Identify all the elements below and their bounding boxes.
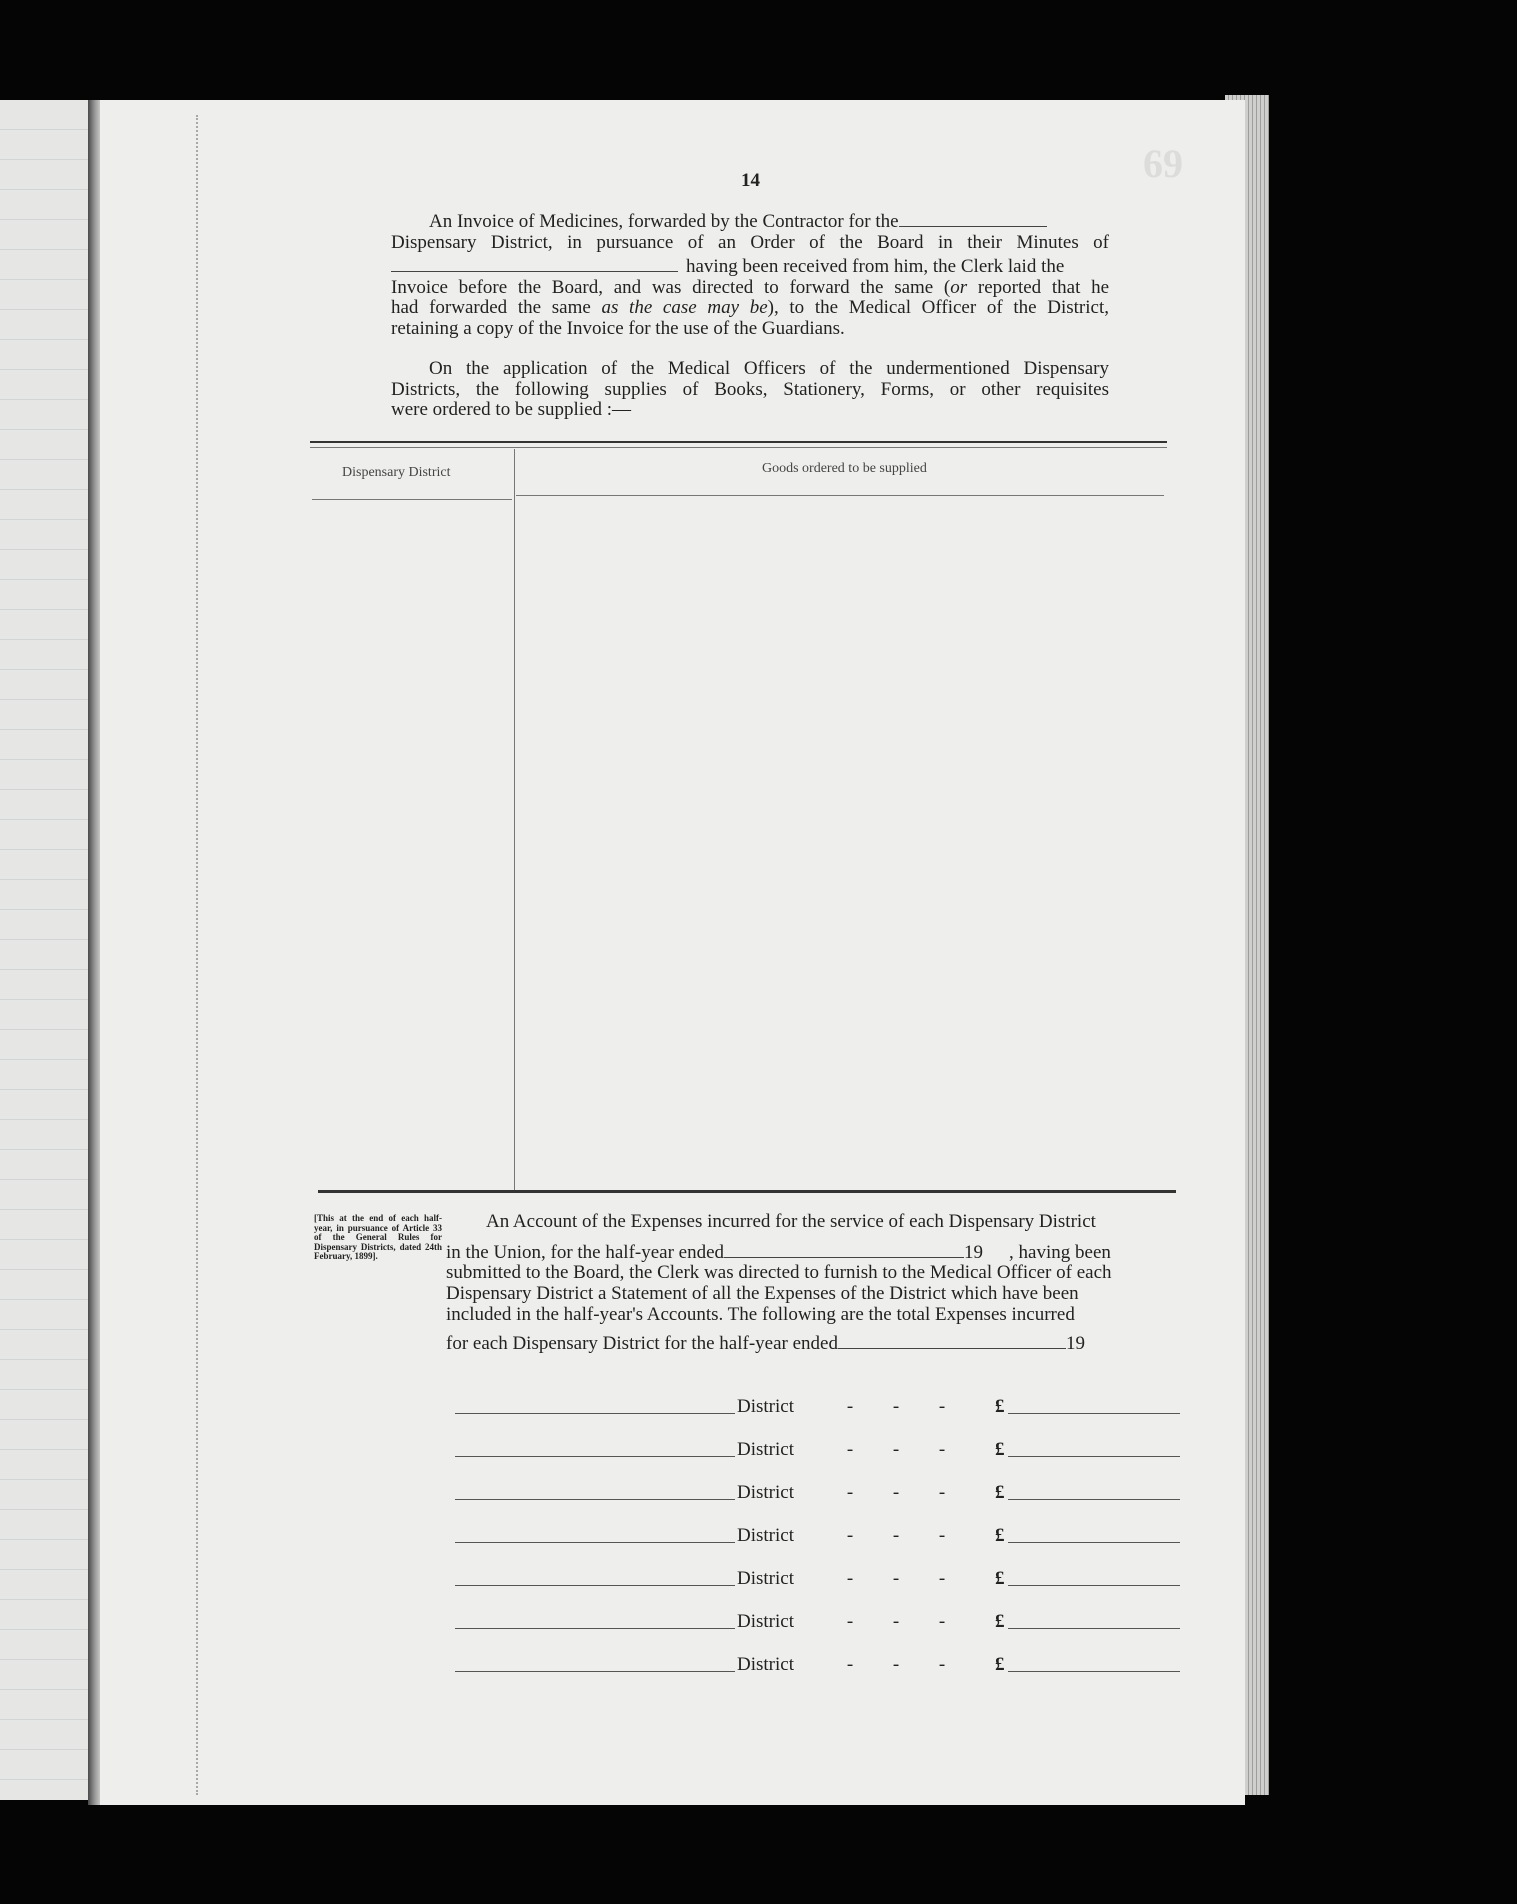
amount-blank xyxy=(1008,1628,1180,1629)
invoice-line-5: had forwarded the same as the case may be), to the Medical Officer of the District, xyxy=(391,297,1109,318)
account-line-2: in the Union, for the half-year ended 19 , having been xyxy=(446,1242,1111,1263)
district-name-blank xyxy=(455,1585,735,1586)
application-line-1: On the application of the Medical Officers of the undermentioned Dispensary xyxy=(429,358,1109,379)
district-label: District xyxy=(737,1396,794,1417)
contractor-blank xyxy=(899,212,1047,227)
table-bottom-rule xyxy=(318,1190,1176,1193)
district-label: District xyxy=(737,1525,794,1546)
column-header-district: Dispensary District xyxy=(342,465,451,480)
pound-sign: £ xyxy=(995,1396,1005,1417)
leader-dash: - xyxy=(846,1396,854,1417)
header-underline-right xyxy=(516,495,1164,496)
leader-dash: - xyxy=(892,1396,900,1417)
table-top-rule xyxy=(310,441,1167,443)
district-row xyxy=(455,1439,1180,1463)
leader-dash: - xyxy=(892,1439,900,1460)
margin-note: [This at the end of each half-year, in pursuance of Article 33 of the General Rules for Dispensary Districts, dated 24th February, 1899]. xyxy=(314,1213,442,1262)
amount-blank xyxy=(1008,1542,1180,1543)
leader-dash: - xyxy=(892,1568,900,1589)
leader-dash: - xyxy=(846,1568,854,1589)
district-row xyxy=(455,1482,1180,1506)
leader-dash: - xyxy=(938,1482,946,1503)
amount-blank xyxy=(1008,1671,1180,1672)
leader-dash: - xyxy=(938,1611,946,1632)
table-top-rule-2 xyxy=(310,447,1167,448)
district-name-blank xyxy=(455,1499,735,1500)
application-paragraph xyxy=(391,359,1109,421)
pound-sign: £ xyxy=(995,1611,1005,1632)
pound-sign: £ xyxy=(995,1654,1005,1675)
district-name-blank xyxy=(455,1628,735,1629)
district-label: District xyxy=(737,1611,794,1632)
half-year-blank xyxy=(724,1243,964,1258)
minutes-blank xyxy=(391,257,678,272)
table-column-divider xyxy=(514,449,515,1191)
district-name-blank xyxy=(455,1542,735,1543)
leader-dash: - xyxy=(938,1396,946,1417)
application-line-2: Districts, the following supplies of Books, Stationery, Forms, or other requisites xyxy=(391,378,1109,400)
leader-dash: - xyxy=(938,1525,946,1546)
district-row xyxy=(455,1525,1180,1549)
amount-blank xyxy=(1008,1499,1180,1500)
district-row xyxy=(455,1654,1180,1678)
invoice-line-3: having been received from him, the Clerk laid the xyxy=(391,257,1109,278)
district-name-blank xyxy=(455,1413,735,1414)
leader-dash: - xyxy=(846,1439,854,1460)
leader-dash: - xyxy=(846,1654,854,1675)
account-line-1: An Account of the Expenses incurred for the service of each Dispensary District xyxy=(486,1211,1096,1232)
application-line-3: were ordered to be supplied :— xyxy=(391,399,632,420)
pound-sign: £ xyxy=(995,1482,1005,1503)
account-line-3: submitted to the Board, the Clerk was directed to furnish to the Medical Officer of each xyxy=(446,1262,1112,1283)
district-label: District xyxy=(737,1654,794,1675)
half-year-ended-blank xyxy=(838,1334,1066,1349)
column-header-goods: Goods ordered to be supplied xyxy=(762,461,927,476)
district-label: District xyxy=(737,1568,794,1589)
document-page xyxy=(100,100,1245,1805)
header-underline-left xyxy=(312,499,512,500)
pound-sign: £ xyxy=(995,1525,1005,1546)
leader-dash: - xyxy=(938,1439,946,1460)
account-line-4: Dispensary District a Statement of all the Expenses of the District which have been xyxy=(446,1283,1079,1304)
invoice-line-1: An Invoice of Medicines, forwarded by the Contractor for the xyxy=(391,212,1109,233)
invoice-line-2: Dispensary District, in pursuance of an Order of the Board in their Minutes of xyxy=(391,231,1109,253)
leader-dash: - xyxy=(846,1611,854,1632)
leader-dash: - xyxy=(892,1611,900,1632)
invoice-line-6: retaining a copy of the Invoice for the use of the Guardians. xyxy=(391,317,845,339)
leader-dash: - xyxy=(846,1525,854,1546)
page-number: 14 xyxy=(741,170,760,191)
district-label: District xyxy=(737,1439,794,1460)
pound-sign: £ xyxy=(995,1568,1005,1589)
invoice-paragraph xyxy=(391,212,1109,339)
leader-dash: - xyxy=(846,1482,854,1503)
district-row xyxy=(455,1396,1180,1420)
district-name-blank xyxy=(455,1671,735,1672)
district-row xyxy=(455,1611,1180,1635)
account-line-6: for each Dispensary District for the half-year ended 19 xyxy=(446,1333,1085,1354)
amount-blank xyxy=(1008,1585,1180,1586)
left-page-edge xyxy=(0,100,90,1800)
district-row xyxy=(455,1568,1180,1592)
account-line-5: included in the half-year's Accounts. The following are the total Expenses incurred xyxy=(446,1304,1075,1325)
leader-dash: - xyxy=(938,1568,946,1589)
district-label: District xyxy=(737,1482,794,1503)
leader-dash: - xyxy=(892,1654,900,1675)
pound-sign: £ xyxy=(995,1439,1005,1460)
invoice-line-4: Invoice before the Board, and was directed to forward the same (or reported that he xyxy=(391,276,1109,298)
bleed-through-number: 69 xyxy=(1143,141,1183,186)
leader-dash: - xyxy=(938,1654,946,1675)
perforation-line xyxy=(196,115,198,1795)
leader-dash: - xyxy=(892,1525,900,1546)
amount-blank xyxy=(1008,1413,1180,1414)
leader-dash: - xyxy=(892,1482,900,1503)
district-name-blank xyxy=(455,1456,735,1457)
amount-blank xyxy=(1008,1456,1180,1457)
